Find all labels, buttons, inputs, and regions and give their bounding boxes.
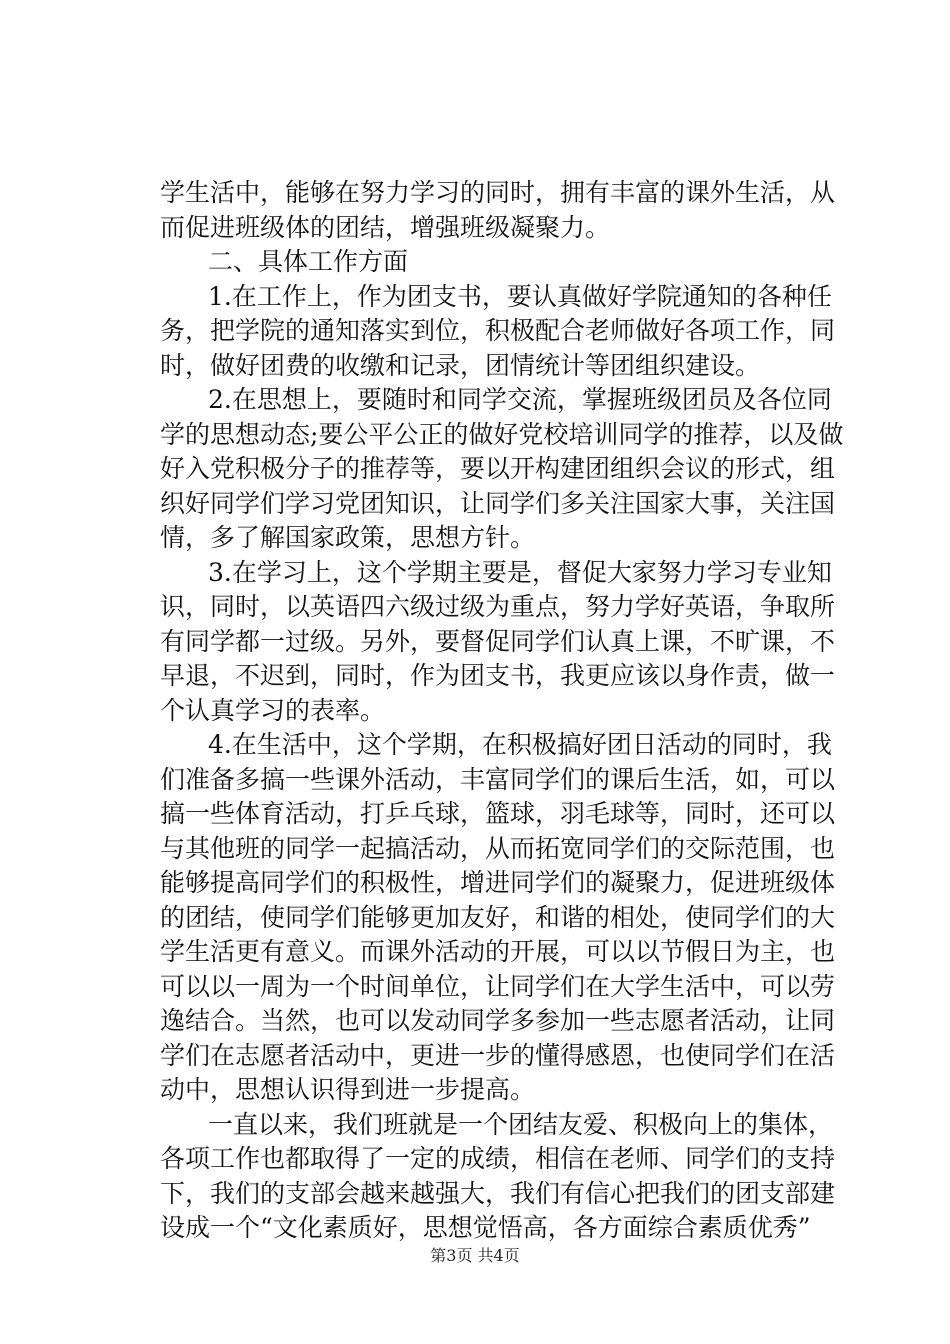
text-line: 3.在学习上，这个学期主要是，督促大家努力学习专业知 — [208, 558, 832, 587]
text-line: 各项工作也都取得了一定的成绩，相信在老师、同学们的支持 — [160, 1144, 836, 1173]
text-line: 下，我们的支部会越来越强大，我们有信心把我们的团支部建 — [160, 1179, 836, 1208]
text-line: 1.在工作上，作为团支书，要认真做好学院通知的各种任 — [208, 282, 832, 311]
text-line: 与其他班的同学一起搞活动，从而拓宽同学们的交际范围，也 — [160, 834, 836, 863]
text-line: 可以以一周为一个时间单位，让同学们在大学生活中，可以劳 — [160, 972, 836, 1001]
text-line: 务，把学院的通知落实到位，积极配合老师做好各项工作，同 — [160, 316, 836, 345]
text-line: 织好同学们学习党团知识，让同学们多关注国家大事，关注国 — [160, 489, 836, 518]
text-line: 们准备多搞一些课外活动，丰富同学们的课后生活，如，可以 — [160, 765, 836, 794]
text-line: 识，同时，以英语四六级过级为重点，努力学好英语，争取所 — [160, 592, 836, 621]
text-line: 设成一个“文化素质好，思想觉悟高，各方面综合素质优秀” — [160, 1213, 811, 1242]
text-line: 情，多了解国家政策，思想方针。 — [160, 523, 536, 552]
text-line: 个认真学习的表率。 — [160, 696, 386, 725]
page-number-footer: 第3页 共4页 — [430, 1246, 520, 1265]
text-line: 一直以来，我们班就是一个团结友爱、积极向上的集体， — [208, 1110, 834, 1139]
text-line: 4.在生活中，这个学期，在积极搞好团日活动的同时，我 — [208, 730, 832, 759]
text-line: 学生活更有意义。而课外活动的开展，可以以节假日为主，也 — [160, 937, 836, 966]
text-line: 学的思想动态;要公平公正的做好党校培训同学的推荐，以及做 — [160, 420, 844, 449]
text-line: 好入党积极分子的推荐等，要以开构建团组织会议的形式，组 — [160, 454, 836, 483]
text-line: 早退，不迟到，同时，作为团支书，我更应该以身作责，做一 — [160, 661, 836, 690]
text-line: 的团结，使同学们能够更加友好，和谐的相处，使同学们的大 — [160, 903, 836, 932]
text-line: 有同学都一过级。另外，要督促同学们认真上课，不旷课，不 — [160, 627, 836, 656]
text-line: 能够提高同学们的积极性，增进同学们的凝聚力，促进班级体 — [160, 868, 836, 897]
text-line: 动中，思想认识得到进一步提高。 — [160, 1075, 536, 1104]
text-line: 学生活中，能够在努力学习的同时，拥有丰富的课外生活，从 — [160, 178, 836, 207]
text-line: 而促进班级体的团结，增强班级凝聚力。 — [160, 213, 611, 242]
text-line: 2.在思想上，要随时和同学交流，掌握班级团员及各位同 — [208, 385, 832, 414]
text-line: 学们在志愿者活动中，更进一步的懂得感恩，也使同学们在活 — [160, 1041, 836, 1070]
section-heading: 二、具体工作方面 — [208, 247, 409, 276]
text-line: 逸结合。当然，也可以发动同学多参加一些志愿者活动，让同 — [160, 1006, 836, 1035]
text-line: 搞一些体育活动，打乒乓球，篮球，羽毛球等，同时，还可以 — [160, 799, 836, 828]
text-line: 时，做好团费的收缴和记录，团情统计等团组织建设。 — [160, 351, 761, 380]
